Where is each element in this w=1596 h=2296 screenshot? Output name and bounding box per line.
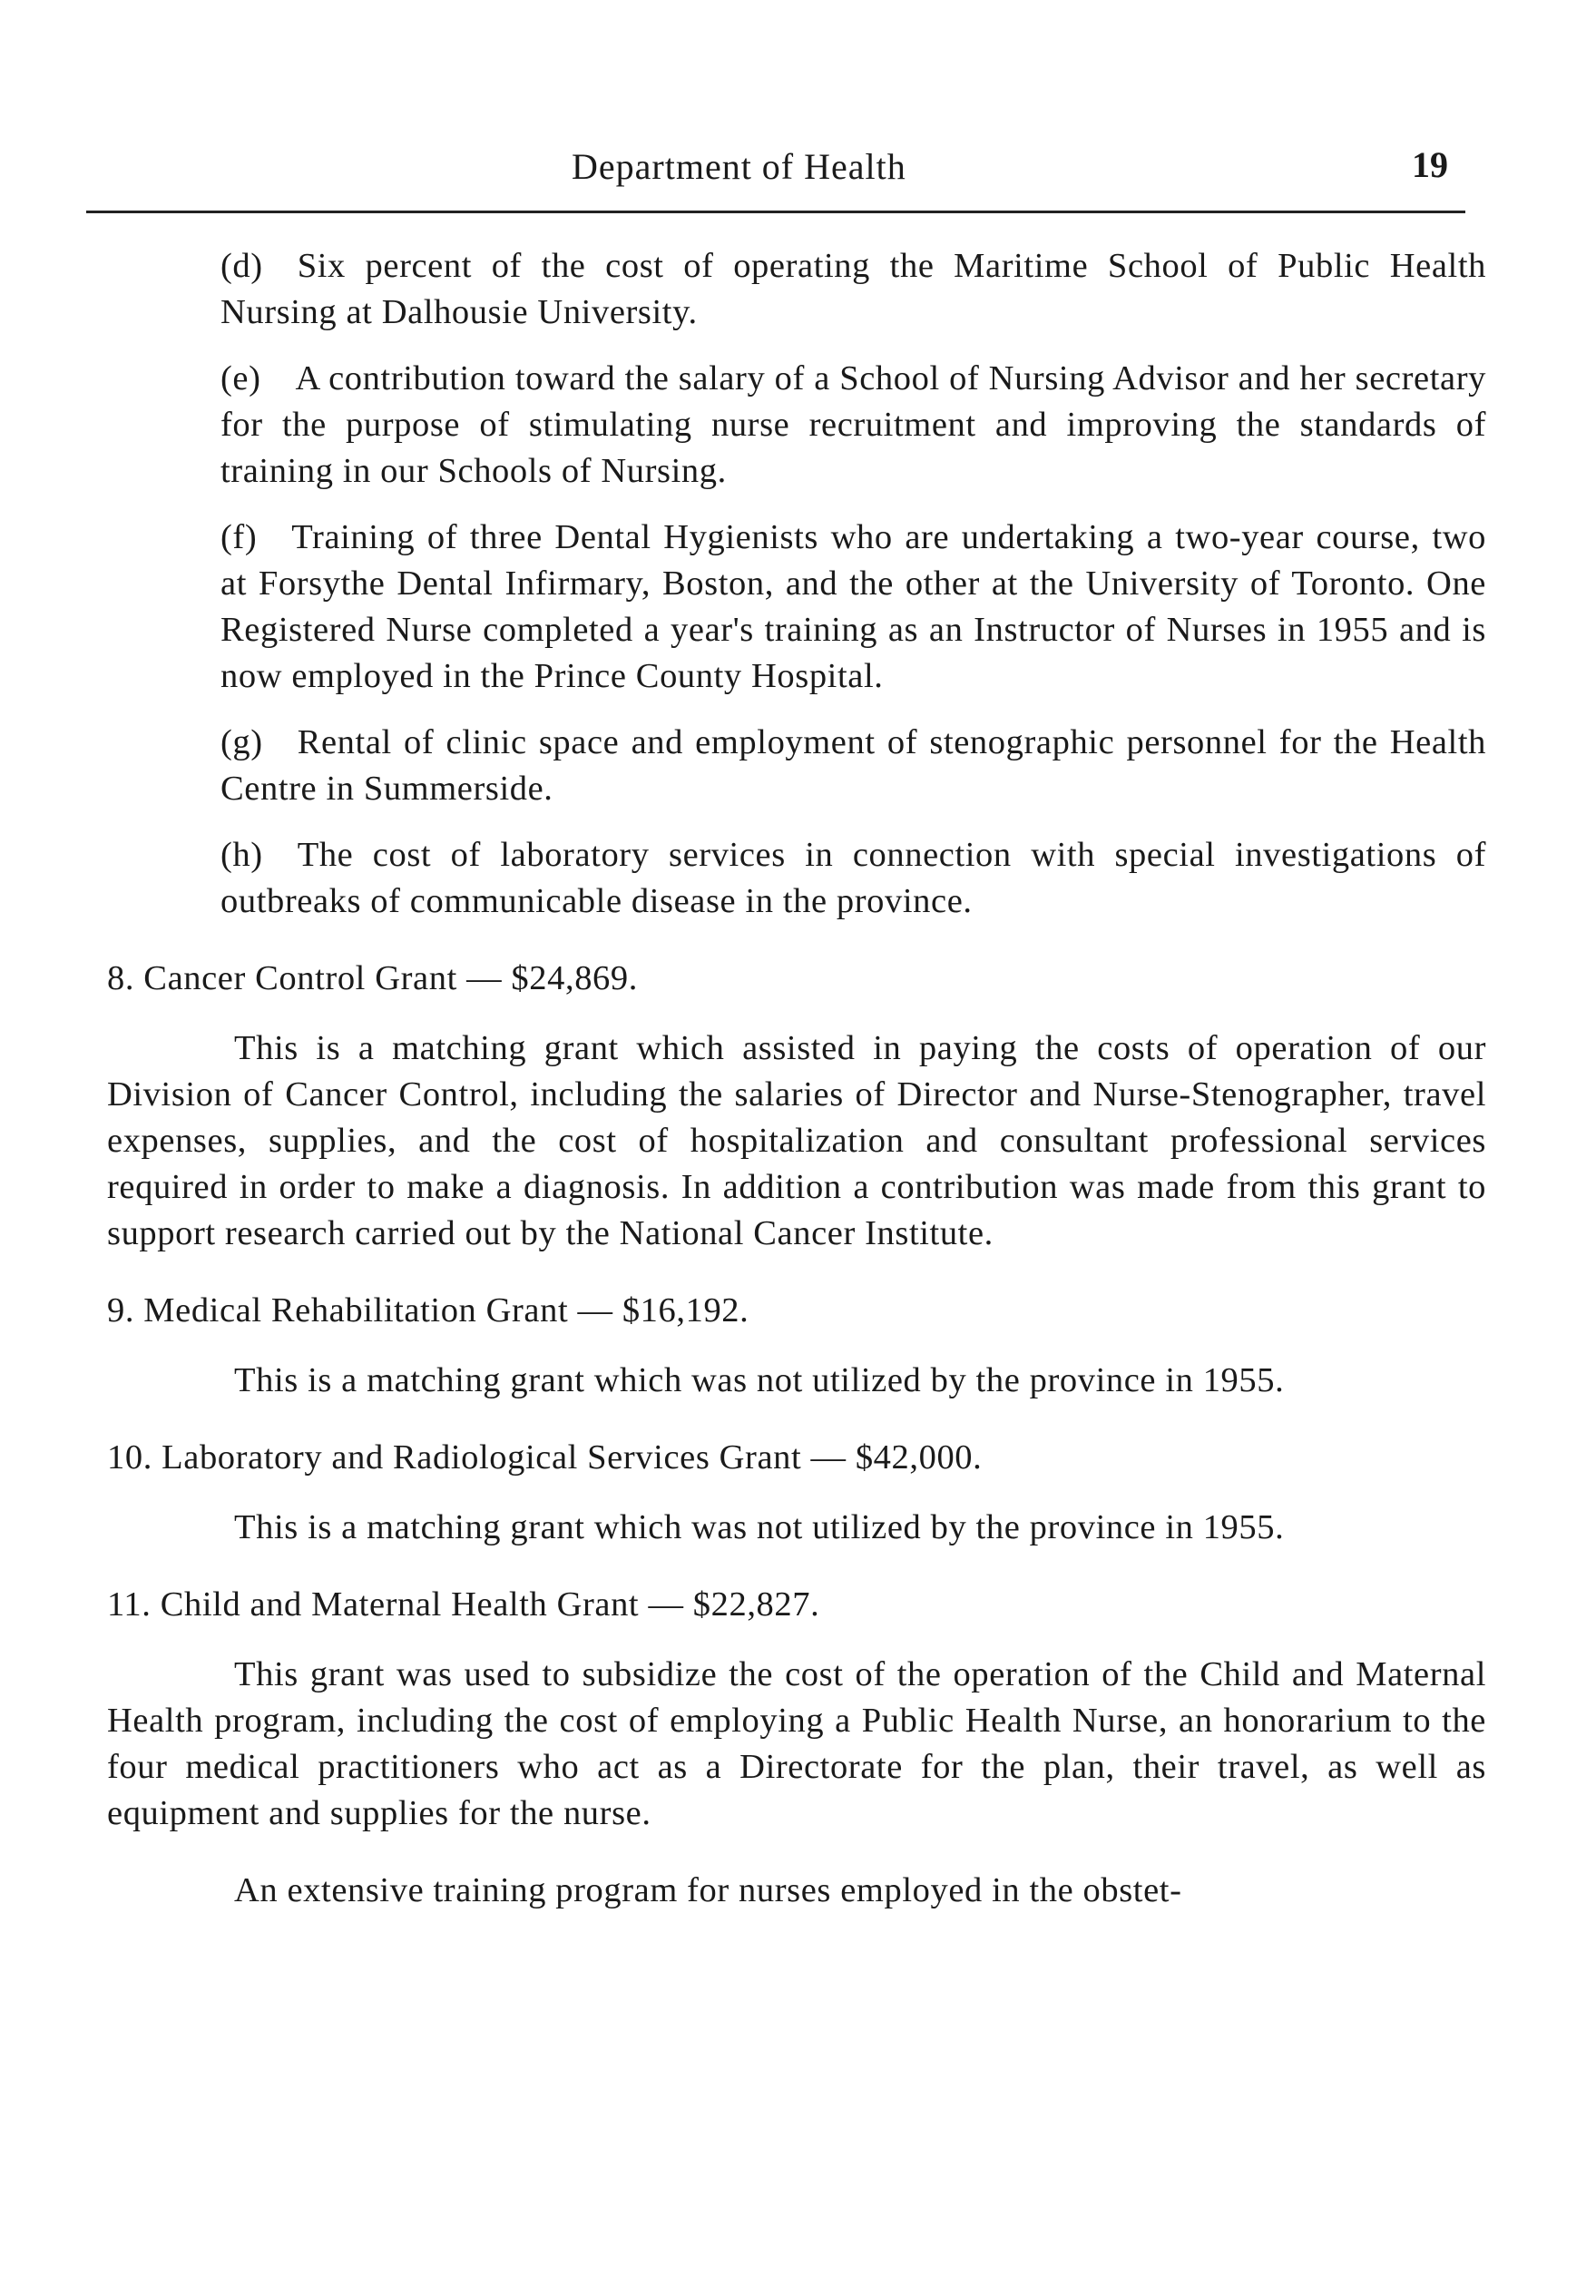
subitem-label: (f) (220, 518, 258, 556)
section-paragraph: This grant was used to subsidize the cost of the operation of the Child and Maternal Health program, including the cost of employing a Public Health Nurse, an honorarium to the four medical practitioners who act as a Directorate for the plan, their travel, as well as equipment and supplies for the nurse. (107, 1655, 1486, 1832)
subitem-label: (h) (220, 836, 263, 874)
header-rule (86, 211, 1465, 213)
subitem-label: (g) (220, 723, 263, 761)
subitem-text: The cost of laboratory services in connection with special investigations of outbreaks of communicable disease in the province. (220, 836, 1486, 920)
section-heading-medical-rehabilitation: 9. Medical Rehabilitation Grant — $16,192. (107, 1291, 749, 1330)
section-paragraph: An extensive training program for nurses employed in the obstet- (234, 1871, 1182, 1909)
section-paragraph: This is a matching grant which was not utilized by the province in 1955. (234, 1361, 1285, 1399)
subitem-f (220, 515, 1486, 700)
subitem-text: A contribution toward the salary of a School of Nursing Advisor and her secretary for the purpose of stimulating nurse recruitment and improving the standards of training in our Schools of Nursing. (220, 359, 1486, 490)
subitem-text: Rental of clinic space and employment of stenographic personnel for the Health Centre in Summerside. (220, 723, 1486, 808)
subitem-g (220, 720, 1486, 812)
subitem-d (220, 243, 1486, 336)
section-heading-laboratory-radiological: 10. Laboratory and Radiological Services Grant — $42,000. (107, 1438, 983, 1477)
subitem-label: (d) (220, 247, 263, 285)
section-paragraph: This is a matching grant which assisted in paying the costs of operation of our Division of Cancer Control, including the salaries of Director and Nurse-Stenographer, travel expenses, supplies, and the cost of hospitalization and consultant professional services required in order to make a diagnosis. In addition a contribution was made from this grant to support research carried out by the National Cancer Institute. (107, 1029, 1486, 1252)
section-paragraph: This is a matching grant which was not utilized by the province in 1955. (234, 1508, 1285, 1546)
running-header-title: Department of Health (572, 146, 906, 187)
section-heading-cancer-control: 8. Cancer Control Grant — $24,869. (107, 959, 638, 997)
subitem-text: Six percent of the cost of operating the Maritime School of Public Health Nursing at Dalhousie University. (220, 247, 1486, 331)
subitem-text: Training of three Dental Hygienists who are undertaking a two-year course, two at Forsythe Dental Infirmary, Boston, and the other at the University of Toronto. One Registered Nurse completed a year's training as an Instructor of Nurses in 1955 and is now employed in the Prince County Hospital. (220, 518, 1486, 695)
subitem-e (220, 356, 1486, 495)
section-heading-child-maternal-health: 11. Child and Maternal Health Grant — $22,827. (107, 1585, 820, 1624)
subitem-label: (e) (220, 359, 261, 397)
page-number: 19 (1412, 144, 1448, 185)
subitem-h (220, 832, 1486, 925)
page-body (107, 243, 1486, 1914)
